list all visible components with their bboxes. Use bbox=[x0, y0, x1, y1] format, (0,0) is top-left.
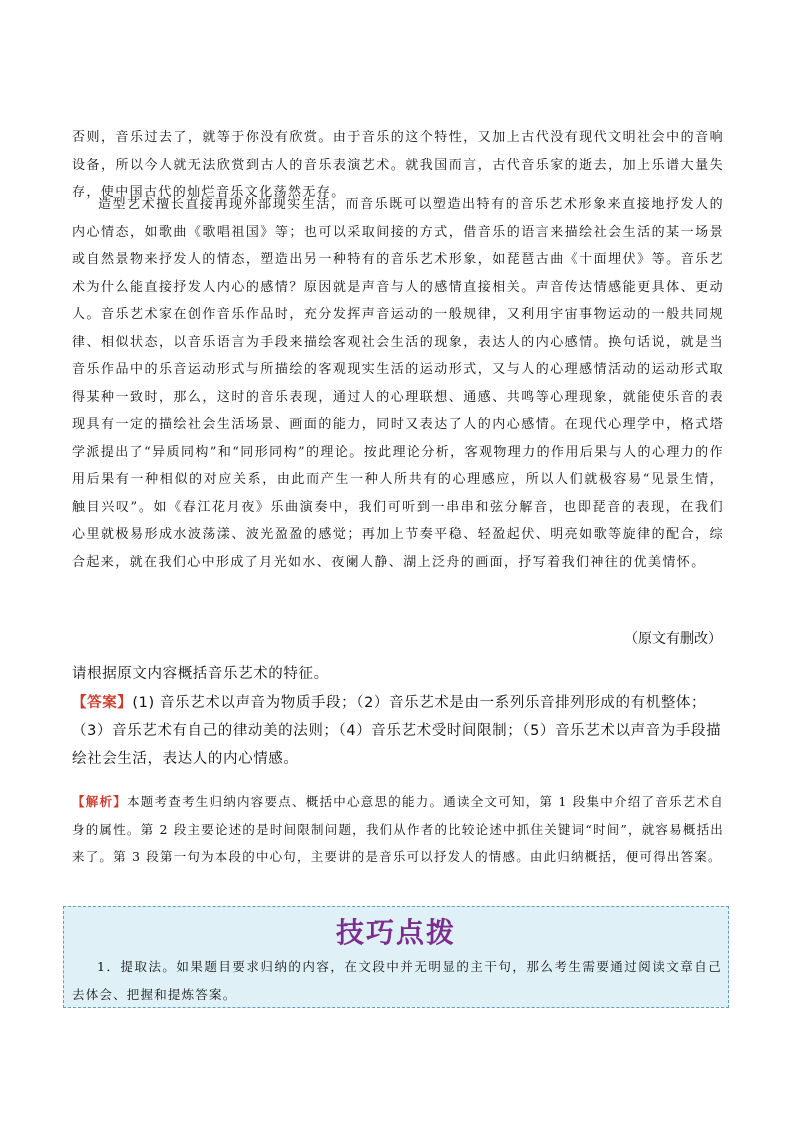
answer-label: 【答案】 bbox=[72, 695, 133, 711]
analysis-label: 【解析】 bbox=[72, 794, 127, 809]
tips-title: 技巧点拨 bbox=[335, 916, 456, 949]
question-text: 请根据原文内容概括音乐艺术的特征。 bbox=[72, 666, 329, 682]
analysis-block bbox=[72, 788, 724, 871]
tips-box bbox=[63, 906, 729, 1008]
answer-text: (1) 音乐艺术以声音为物质手段；（2）音乐艺术是由一系列乐音排列形成的有机整体；（3）音乐艺术有自己的律动美的法则；（4）音乐艺术受时间限制；（5）音乐艺术以声音为手段描绘社会生活，表达人的内心情感。 bbox=[72, 695, 722, 767]
source-note: （原文有删改） bbox=[624, 631, 722, 647]
answer-block bbox=[72, 689, 724, 773]
passage-paragraph-1: 否则，音乐过去了，就等于你没有欣赏。由于音乐的这个特性，又加上古代没有现代文明社会中的音响设备，所以今人就无法欣赏到古人的音乐表演艺术。就我国而言，古代音乐家的逝去，加上乐谱大量失存，使中国古代的灿烂音乐文化荡然无存。 bbox=[72, 130, 724, 200]
passage-paragraph-2: 造型艺术擅长直接再现外部现实生活，而音乐既可以塑造出特有的音乐艺术形象来直接地抒发人的内心情态，如歌曲《歌唱祖国》等；也可以采取间接的方式，借音乐的语言来描绘社会生活的某一场景或自然景物来抒发人的情态，塑造出另一种特有的音乐艺术形象，如琵琶古曲《十面埋伏》等。音乐艺术为什么能直接抒发人内心的感情？原因就是声音与人的感情直接相关。声音传达情感能更具体、更动人。音乐艺术家在创作音乐作品时，充分发挥声音运动的一般规律，又利用宇宙事物运动的一般共同规律、相似状态，以音乐语言为手段来描绘客观社会生活的现象，表达人的内心感情。换句话说，就是当音乐作品中的乐音运动形式与所描绘的客观现实生活的运动形式，又与人的心理感情活动的运动形式取得某种一致时，那么，这时的音乐表现，通过人的心理联想、通感、共鸣等心理现象，就能使乐音的表现具有一定的描绘社会生活场景、画面的能力，同时又表达了人的内心感情。在现代心理学中，格式塔学派提出了“异质同构”和“同形同构”的理论。按此理论分析，客观物理力的作用后果与人的心理力的作用后果有一种相似的对应关系，由此而产生一种人所共有的心理感应，所以人们就极容易“见景生情，触目兴叹”。如《春江花月夜》乐曲演奏中，我们可听到一串串和弦分解音，也即琵音的表现，在我们心里就极易形成水波荡漾、波光盈盈的感觉；再加上节奏平稳、轻盈起伏、明亮如歌等旋律的配合，综合起来，就在我们心中形成了月光如水、夜阑人静、湖上泛舟的画面，抒写着我们神往的优美情怀。 bbox=[72, 197, 724, 570]
analysis-text: 本题考查考生归纳内容要点、概括中心意思的能力。通读全文可知，第 1 段集中介绍了音乐艺术自身的属性。第 2 段主要论述的是时间限制问题，我们从作者的比较论述中抓住关键词“时间”，就容易概括出来了。第 3 段第一句为本段的中心句，主要讲的是音乐可以抒发人的情感。由此归纳概括，便可得出答案。 bbox=[72, 794, 724, 864]
tips-text: 1．提取法。如果题目要求归纳的内容，在文段中并无明显的主干句，那么考生需要通过阅读文章自己去体会、把握和提炼答案。 bbox=[72, 959, 722, 1002]
